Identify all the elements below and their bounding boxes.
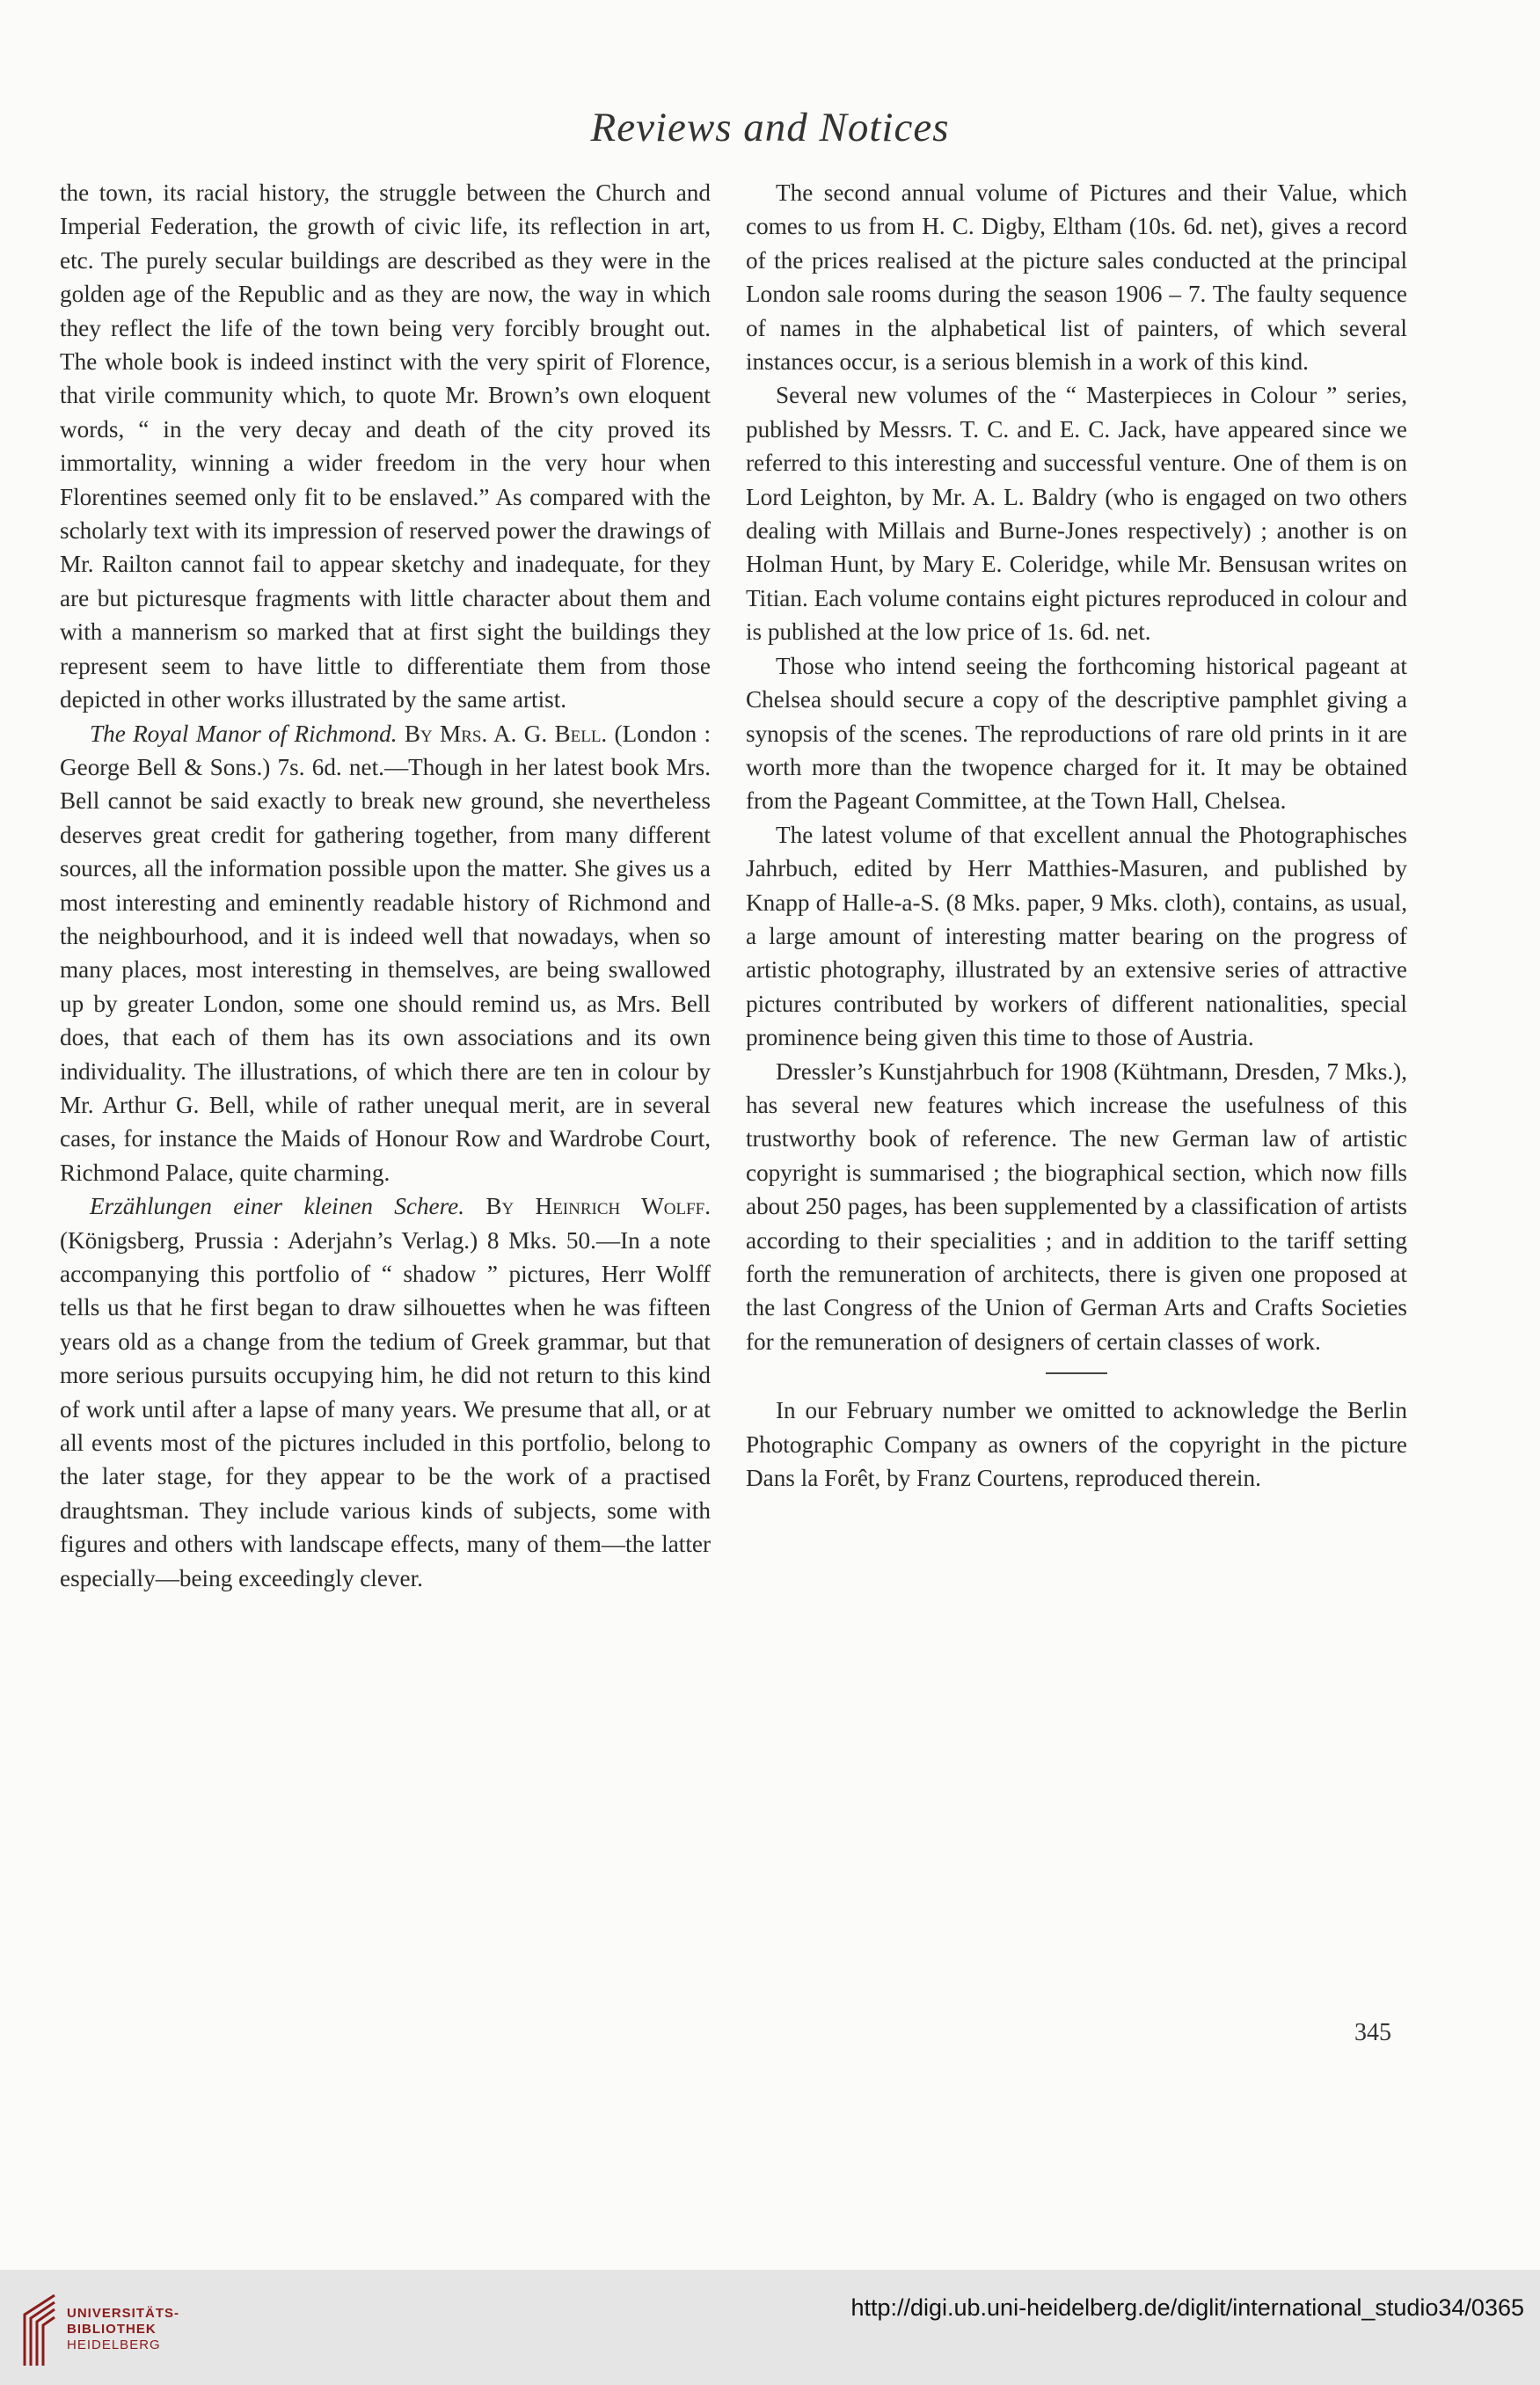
review-royal-manor-richmond xyxy=(60,717,711,1190)
review-erzaehlungen xyxy=(60,1189,711,1595)
review-publisher: (Königsberg, Prussia : Aderjahn’s Verlag.) 8 Mks. 50. xyxy=(60,1226,596,1254)
library-logo[interactable] xyxy=(19,2292,186,2371)
right-column xyxy=(746,176,1407,1495)
review-body: —Though in her latest book Mrs. Bell cannot be said exactly to break new ground, she nevertheless deserves great credit for gathering together, from many different sources, all the information possible upon the matter. She gives us a most interesting and eminently readable history of Richmond and the neighbourhood, and it is indeed well that nowadays, when so many places, most interesting in themselves, are being swallowed up by greater London, some one should remind us, as Mrs. Bell does, that each of them has its own associations and its own individuality. The illustrations, of which there are ten in colour by Mr. Arthur G. Bell, while of rather unequal merit, are in several cases, for instance the Maids of Honour Row and Wardrobe Court, Richmond Palace, quite charming. xyxy=(60,753,711,1186)
paragraph-pictures-value: The second annual volume of Pictures and their Value, which comes to us from H. C. Digby, Eltham (10s. 6d. net), gives a record of the prices realised at the picture sales conducted at the principal London sale rooms during the season 1906 – 7. The faulty sequence of names in the alphabetical list of painters, of which several instances occur, is a serious blemish in a work of this kind. xyxy=(746,179,1407,376)
library-emblem-icon xyxy=(19,2292,60,2371)
paragraph-correction-notice: In our February number we omitted to acknowledge the Berlin Photographic Company as owners of the copyright in the picture Dans la Forêt, by Franz Courtens, reproduced therein. xyxy=(746,1397,1407,1492)
page-number: 345 xyxy=(1354,2019,1391,2046)
digitization-footer xyxy=(0,2270,1540,2385)
logo-text-line: HEIDELBERG xyxy=(67,2337,161,2352)
logo-text-line: UNIVERSITÄTS- xyxy=(67,2306,180,2321)
review-body: —In a note accompanying this portfolio of “ shadow ” pictures, Herr Wolff tells us that he first began to draw silhouettes when he was fifteen years old as a change from the tedium of Greek grammar, but that more serious pursuits occupying him, he did not return to this kind of work until after a lapse of many years. We presume that all, or at all events most of the pictures included in this portfolio, belong to the later stage, for they appear to be the work of a practised draughtsman. They include various kinds of subjects, some with figures and others with landscape effects, many of them—the latter especially—being exceedingly clever. xyxy=(60,1226,711,1591)
left-column xyxy=(60,176,711,1595)
running-head: Reviews and Notices xyxy=(590,105,950,150)
review-title: Erzählungen einer kleinen Schere. xyxy=(90,1193,465,1220)
permalink-url[interactable]: http://digi.ub.uni-heidelberg.de/diglit/international_studio34/0365 xyxy=(850,2294,1524,2321)
paragraph-florence-continued: the town, its racial history, the struggle between the Church and Imperial Federation, the growth of civic life, its reflection in art, etc. The purely secular buildings are described as they were in the golden age of the Republic and as they are now, the way in which they reflect the life of the town being very forcibly brought out. The whole book is indeed instinct with the very spirit of Florence, that virile community which, to quote Mr. Brown’s own eloquent words, “ in the very decay and death of the city proved its immortality, winning a wider freedom in the very hour when Florentines seemed only fit to be enslaved.” As compared with the scholarly text with its impression of reserved power the drawings of Mr. Railton cannot fail to appear sketchy and inadequate, for they are but picturesque fragments with little character about them and with a mannerism so marked that at first sight the buildings they represent seem to have little to differentiate them from those depicted in other works illustrated by the same artist. xyxy=(60,179,711,713)
review-publisher: (London : George Bell & Sons.) 7s. 6d. net. xyxy=(60,720,712,780)
paragraph-photographisches-jahrbuch: The latest volume of that excellent annual the Photographisches Jahrbuch, edited by Herr Matthies-Masuren, and published by Knapp of Halle-a-S. (8 Mks. paper, 9 Mks. cloth), contains, as usual, a large amount of interesting matter bearing on the progress of artistic photography, illustrated by an extensive series of attractive pictures contributed by workers of different nationalities, special prominence being given this time to those of Austria. xyxy=(746,821,1407,1051)
paragraph-kunstjahrbuch: Dressler’s Kunstjahrbuch for 1908 (Kühtmann, Dresden, 7 Mks.), has several new features which increase the usefulness of this trustworthy book of reference. The new German law of artistic copyright is summarised ; the biographical section, which now fills about 250 pages, has been supplemented by a classification of artists according to their specialities ; and in addition to the tariff setting forth the remuneration of architects, there is given one proposed at the last Congress of the Union of German Arts and Crafts Societies for the remuneration of designers of certain classes of work. xyxy=(746,1057,1407,1355)
logo-text-line: BIBLIOTHEK xyxy=(67,2322,157,2337)
review-author: By Heinrich Wolff. xyxy=(485,1193,711,1220)
paragraph-chelsea-pageant: Those who intend seeing the forthcoming historical pageant at Chelsea should secure a copy of the descriptive pamphlet giving a synopsis of the scenes. The reproductions of rare old prints in it are worth more than the twopence charged for it. It may be obtained from the Pageant Committee, at the Town Hall, Chelsea. xyxy=(746,652,1407,815)
review-author: By Mrs. A. G. Bell. xyxy=(404,720,608,747)
section-divider xyxy=(1046,1372,1107,1374)
review-title: The Royal Manor of Richmond. xyxy=(90,720,398,747)
paragraph-masterpieces-colour: Several new volumes of the “ Masterpieces in Colour ” series, published by Messrs. T. C. and E. C. Jack, have appeared since we referred to this interesting and successful venture. One of them is on Lord Leighton, by Mr. A. L. Baldry (who is engaged on two others dealing with Millais and Burne-Jones respectively) ; another is on Holman Hunt, by Mary E. Coleridge, while Mr. Bensusan writes on Titian. Each volume contains eight pictures reproduced in colour and is published at the low price of 1s. 6d. net. xyxy=(746,382,1407,646)
